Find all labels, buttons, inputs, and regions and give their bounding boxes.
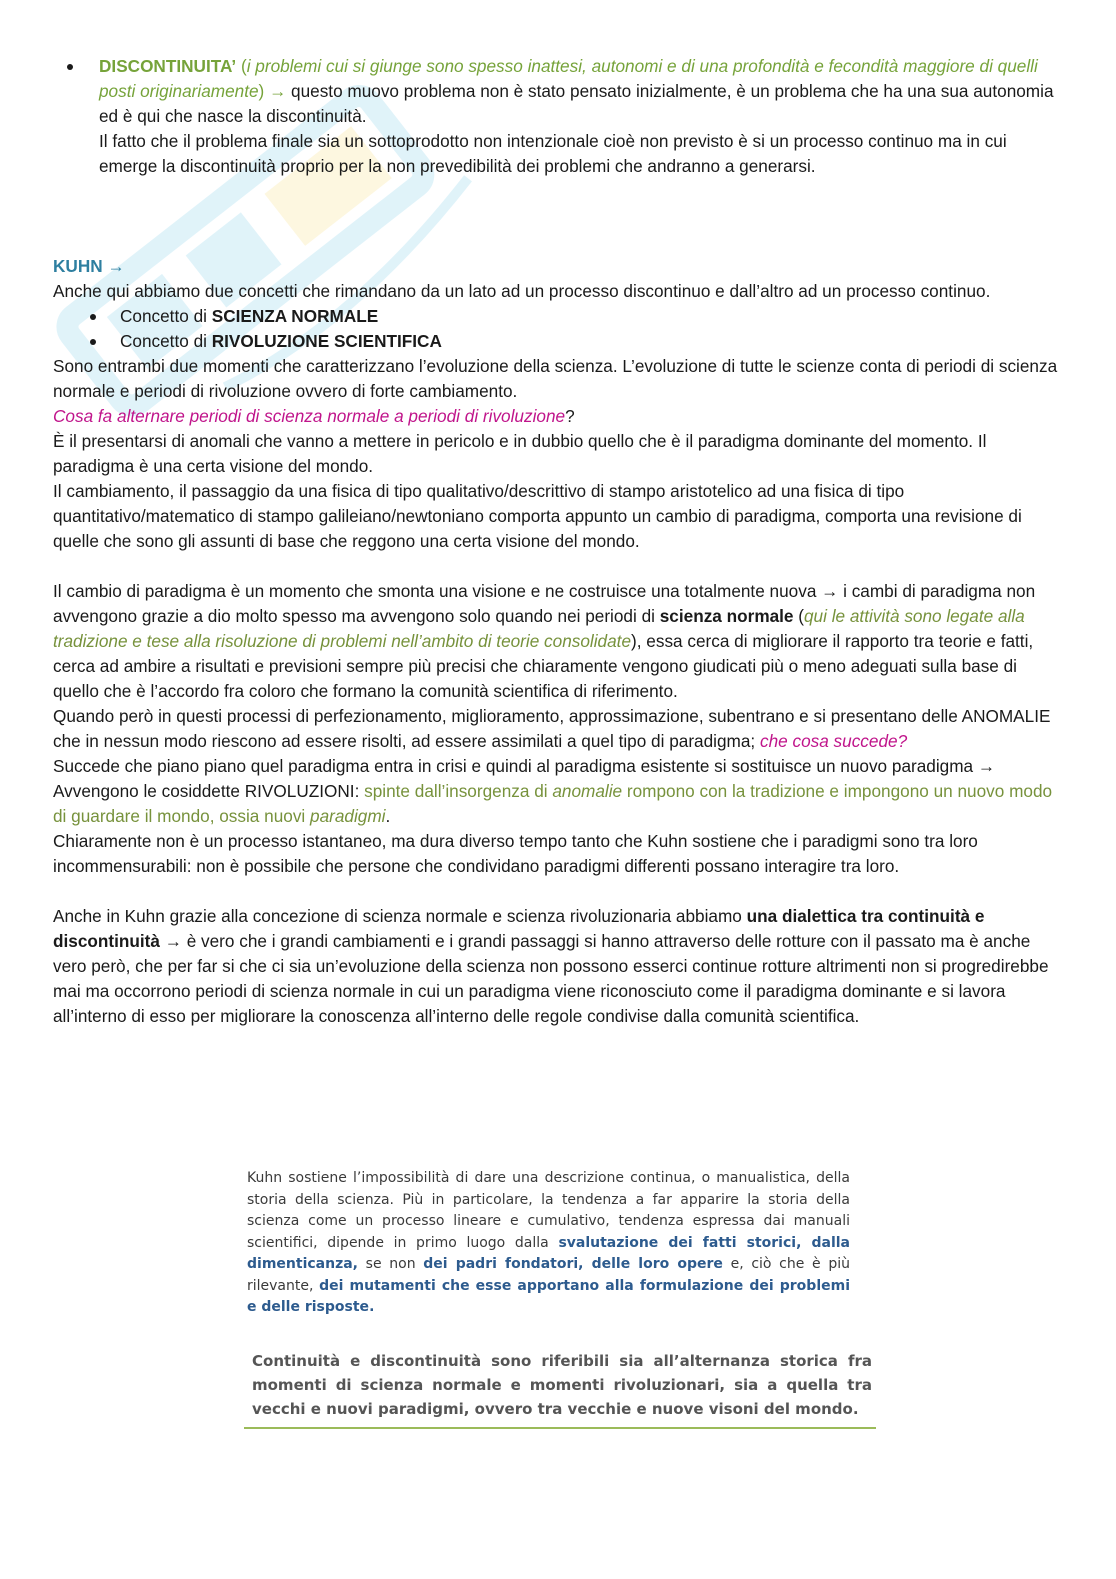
kuhn-paragraph: Chiaramente non è un processo istantaneo, ma dura diverso tempo tanto che Kuhn sostiene che i paradigmi sono tra loro incommensurabili: non è possibile che persone che condividano paradigmi differenti possano interagire tra loro. — [53, 831, 978, 876]
bullet-icon — [90, 314, 96, 320]
kuhn-question: Cosa fa alternare periodi di scienza normale a periodi di rivoluzione? — [53, 406, 575, 426]
kuhn-paragraph: È il presentarsi di anomali che vanno a mettere in pericolo e in dubbio quello che è il paradigma dominante del momento. Il paradigma è una certa visione del mondo. — [53, 431, 987, 476]
kuhn-paragraph: Quando però in questi processi di perfezionamento, miglioramento, approssimazione, subentrano e si presentano delle ANOMALIE che in nessun modo riescono ad essere risolti, ad essere assimilati a quel tipo di paradigma; che cosa succede? — [53, 706, 1051, 751]
discontinuita-definition: i problemi cui si giunge sono spesso inattesi, autonomi e di una profondità e fecondità maggiore di quelli posti originariamente — [99, 56, 1038, 101]
arrow-right-icon: → — [107, 256, 125, 276]
bullet-icon — [67, 64, 73, 70]
discontinuita-title: DISCONTINUITA’ — [99, 56, 237, 76]
arrow-right-icon: → — [164, 931, 182, 951]
list-item: Concetto di SCIENZA NORMALE — [120, 304, 1063, 329]
kuhn-paragraph: Sono entrambi due momenti che caratterizzano l’evoluzione della scienza. L’evoluzione di tutte le scienze conta di periodi di scienza normale e periodi di rivoluzione ovvero di forte cambiamento. — [53, 356, 1058, 401]
kuhn-paragraph: Succede che piano piano quel paradigma entra in crisi e quindi al paradigma esistente si sostituisce un nuovo paradigma → Avvengono le cosiddette RIVOLUZIONI: spinte dall’insorgenza di anomalie rompono con la tradizione e impongono un nuovo modo di guardare il mondo, ossia nuovi paradigmi. — [53, 756, 1053, 826]
kuhn-paragraph: Il cambio di paradigma è un momento che smonta una visione e ne costruisce una totalmente nuova → i cambi di paradigma non avvengono grazie a dio molto spesso ma avvengono solo quando nei periodi di scienza normale (qui le attività sono legate alla tradizione e tese alla risoluzione di problemi nell’ambito di teorie consolidate), essa cerca di migliorare il rapporto tra teorie e fatti, cerca ad ambire a risultati e previsioni sempre più precisi che chiaramente vengono giudicati più o meno adeguati sulla base di quello che è l’accordo fra coloro che formano la comunità scientifica di riferimento. — [53, 581, 1036, 701]
quote-box-kuhn: Kuhn sostiene l’impossibilità di dare una descrizione continua, o manualistica, della storia della scienza. Più in particolare, la tendenza a far apparire la storia della scienza come un processo lineare e cumulativo, tendenza espressa dai manuali scientifici, dipende in primo luogo dalla svalutazione dei fatti storici, dalla dimenticanza, se non dei padri fondatori, delle loro opere e, ciò che è più rilevante, dei mutamenti che esse apportano alla formulazione dei problemi e delle risposte. — [247, 1170, 850, 1315]
discontinuita-paragraph-2: Il fatto che il problema finale sia un sottoprodotto non intenzionale cioè non previsto è si un processo continuo ma in cui emerge la discontinuità proprio per la non prevedibilità dei problemi che andranno a generarsi. — [99, 131, 1007, 176]
list-item: Concetto di RIVOLUZIONE SCIENTIFICA — [120, 329, 1063, 354]
kuhn-paragraph: Il cambiamento, il passaggio da una fisica di tipo qualitativo/descrittivo di stampo aristotelico ad una fisica di tipo quantitativo/matematico di stampo galileiano/newtoniano comporta appunto un cambio di paradigma, comporta una revisione di quelle che sono gli assunti di base che reggono una certa visione del mondo. — [53, 481, 1022, 551]
main-content — [53, 54, 1063, 1029]
concept-list — [53, 304, 1063, 354]
kuhn-heading: KUHN → — [53, 256, 125, 276]
kuhn-paragraph: Anche in Kuhn grazie alla concezione di scienza normale e scienza rivoluzionaria abbiamo una dialettica tra continuità e discontinuità → è vero che i grandi cambiamenti e i grandi passaggi si hanno attraverso delle rotture con il passato ma è anche vero però, che per far si che ci sia un’evoluzione della scienza non possono esserci continue rotture altrimenti non si progredirebbe mai ma occorrono periodi di scienza normale in cui un paradigma viene riconosciuto come il paradigma dominante e si lavora all’interno di esso per migliorare la conoscenza all’interno delle regole condivise dalla comunità scientifica. — [53, 906, 1049, 1026]
arrow-right-icon: → — [977, 756, 996, 776]
discontinuita-paragraph: DISCONTINUITA’ (i problemi cui si giunge sono spesso inattesi, autonomi e di una profondità e fecondità maggiore di quelli posti originariamente) → questo muovo problema non è stato pensato inizialmente, è un problema che ha una sua autonomia ed è qui che nasce la discontinuità. — [99, 56, 1054, 126]
arrow-right-icon: → — [269, 81, 287, 101]
discontinuita-item — [53, 54, 1063, 179]
quote-box-continuita: Continuità e discontinuità sono riferibili sia all’alternanza storica fra momenti di scienza normale e momenti rivoluzionari, sia a quella tra vecchi e nuovi paradigmi, ovvero tra vecchie e nuove visoni del mondo. — [244, 1349, 876, 1429]
kuhn-intro: Anche qui abbiamo due concetti che rimandano da un lato ad un processo discontinuo e dall’altro ad un processo continuo. — [53, 281, 991, 301]
bullet-icon — [90, 339, 96, 345]
arrow-right-icon: → — [821, 581, 839, 601]
